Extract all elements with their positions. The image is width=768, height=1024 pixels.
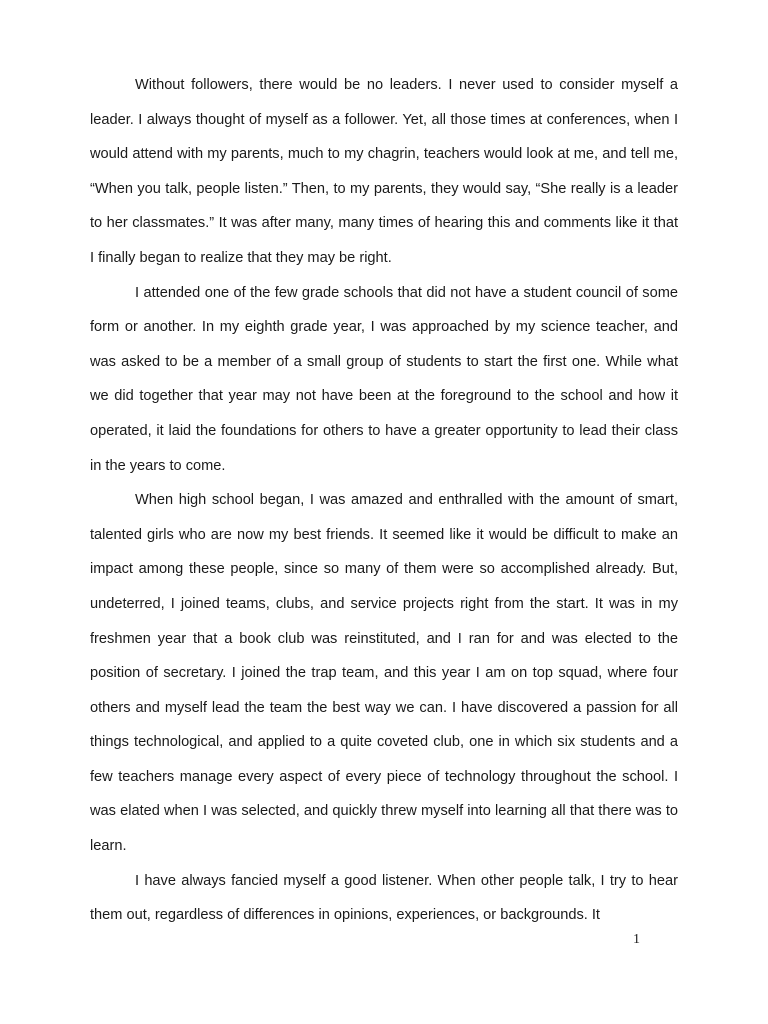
paragraph-1: Without followers, there would be no leaders. I never used to consider myself a leader. I always thought of myself as a follower. Yet, all those times at conferences, when I would attend with my parents, much to my chagrin, teachers would look at me, and tell me, “When you talk, people listen.” Then, to my parents, they would say, “She really is a leader to her classmates.” It was after many, many times of hearing this and comments like it that I finally began to realize that they may be right. — [90, 77, 678, 266]
paragraph-4: I have always fancied myself a good listener. When other people talk, I try to hear them out, regardless of differences in opinions, experiences, or backgrounds. It — [90, 872, 678, 924]
paragraph-3: When high school began, I was amazed and enthralled with the amount of smart, talented girls who are now my best friends. It seemed like it would be difficult to make an impact among these people, since so many of them were so accomplished already. But, undeterred, I joined teams, clubs, and service projects right from the start. It was in my freshmen year that a book club was reinstituted, and I ran for and was elected to the position of secretary. I joined the trap team, and this year I am on top squad, where four others and myself lead the team the best way we can. I have discovered a passion for all things technological, and applied to a quite coveted club, one in which six students and a few teachers manage every aspect of every piece of technology throughout the school. I was elated when I was selected, and quickly threw myself into learning all that there was to learn. — [90, 492, 678, 855]
essay-body — [90, 68, 678, 933]
page-number: 1 — [633, 932, 640, 947]
paragraph-2: I attended one of the few grade schools that did not have a student council of some form or another. In my eighth grade year, I was approached by my science teacher, and was asked to be a member of a small group of students to start the first one. While what we did together that year may not have been at the foreground to the school and how it operated, it laid the foundations for others to have a greater opportunity to lead their class in the years to come. — [90, 284, 678, 474]
